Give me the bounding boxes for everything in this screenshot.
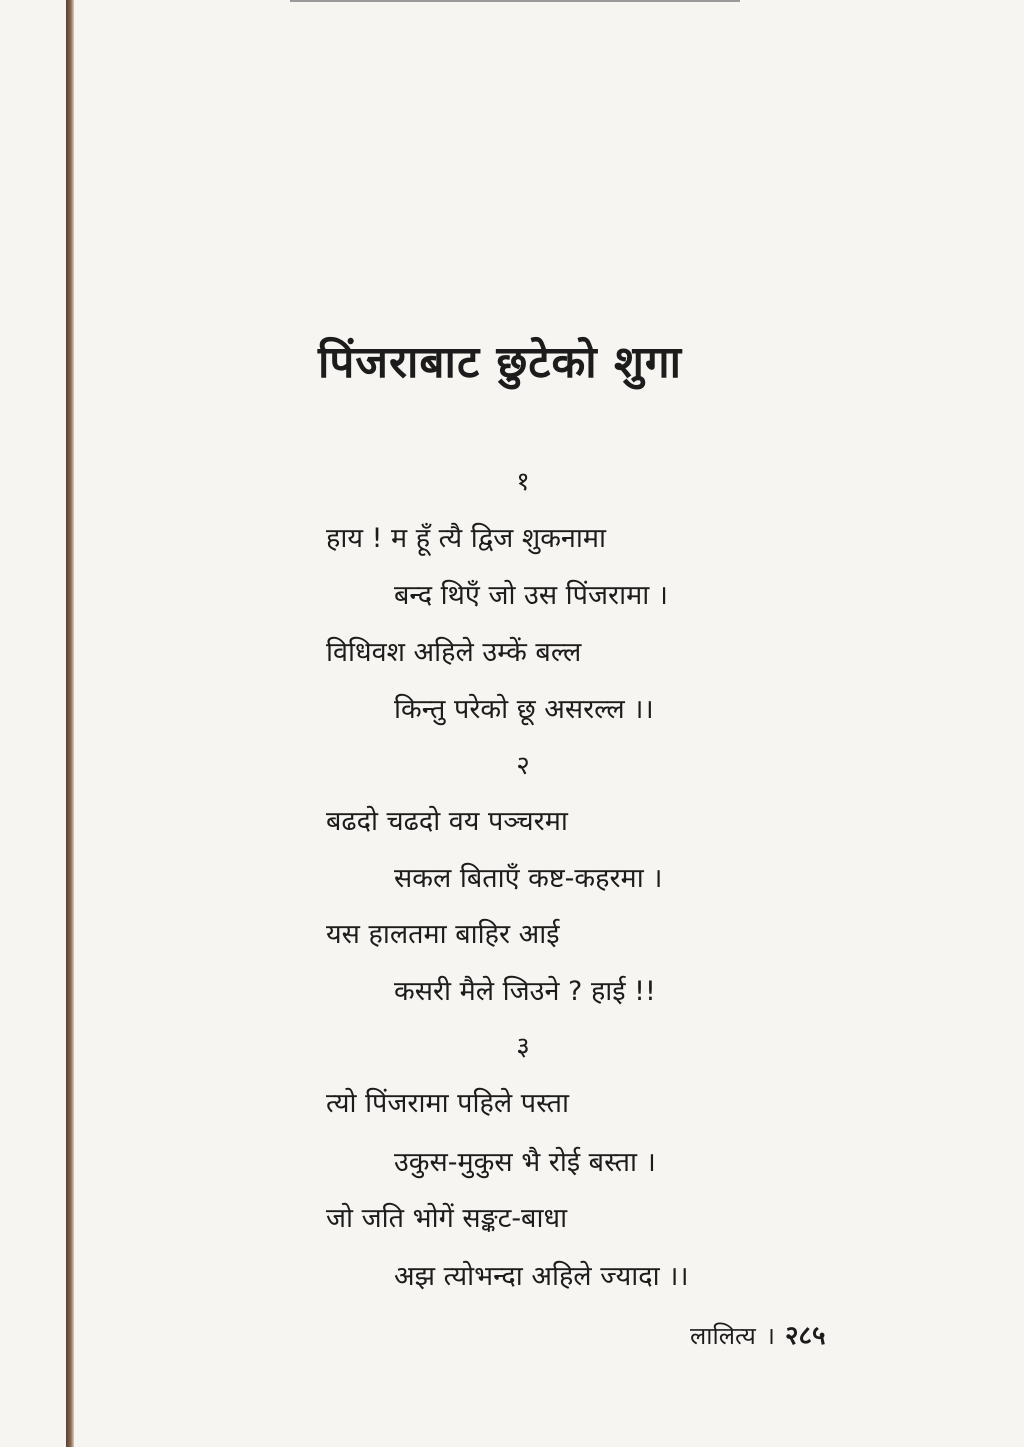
poem-line: कसरी मैले जिउने ? हाई !! [394, 976, 656, 1007]
book-title: लालित्य [690, 1322, 756, 1350]
poem-line: बढदो चढदो वय पञ्चरमा [326, 806, 568, 837]
stanza-number: १ [516, 467, 530, 497]
poem-line: त्यो पिंजरामा पहिले पस्ता [326, 1088, 569, 1119]
poem-line: उकुस-मुकुस भै रोई बस्ता । [394, 1147, 656, 1178]
poem-line: यस हालतमा बाहिर आई [326, 919, 560, 950]
poem-title: पिंजराबाट छुटेको शुगा [318, 337, 683, 388]
poem-line: बन्द थिएँ जो उस पिंजरामा । [394, 580, 669, 611]
poem-line: सकल बिताएँ कष्ट-कहरमा । [394, 863, 663, 894]
stanza-number: ३ [516, 1032, 530, 1062]
stanza-number: २ [516, 751, 530, 781]
page-number: २८५ [784, 1321, 826, 1351]
footer-separator: । [765, 1322, 775, 1350]
poem-line: अझ त्योभन्दा अहिले ज्यादा ।। [394, 1261, 689, 1292]
book-spine-edge [66, 0, 74, 1447]
poem-line: हाय ! म हूँ त्यै द्विज शुकनामा [326, 523, 607, 554]
top-rule [290, 0, 740, 2]
page-footer [690, 1316, 826, 1352]
poem-line: किन्तु परेको छू असरल्ल ।। [394, 694, 654, 725]
poem-line: विधिवश अहिले उम्कें बल्ल [326, 637, 582, 668]
poem-line: जो जति भोगें सङ्कट-बाधा [326, 1203, 568, 1234]
